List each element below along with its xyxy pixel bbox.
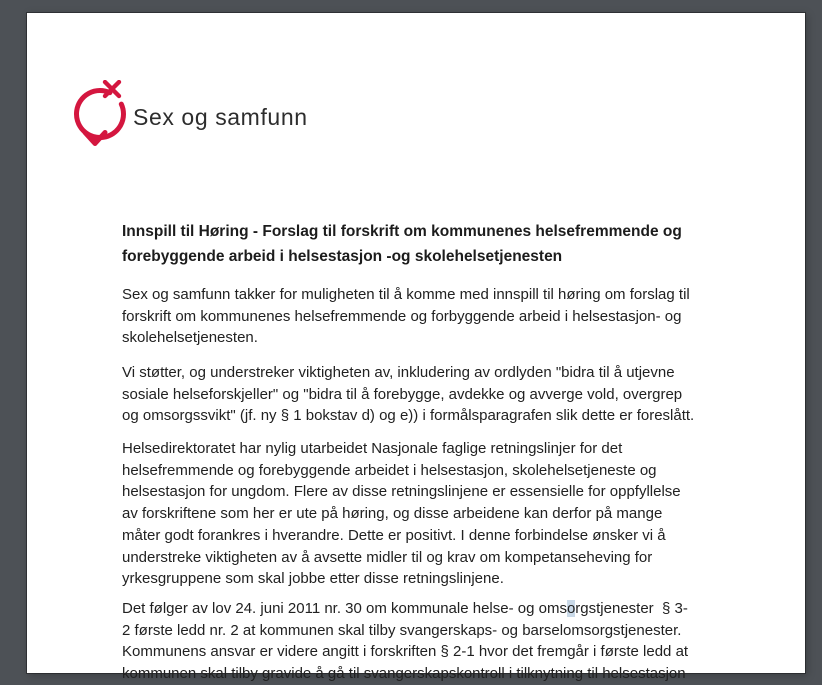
gender-symbol-icon: [72, 80, 130, 150]
text-line: yrkesgruppene som skal jobbe etter disse retningslinjene.: [122, 570, 504, 588]
paragraph-3: [122, 438, 754, 590]
text-line: helsefremmende og forebyggende arbeidet i helsestasjon, skolehelsetjeneste og: [122, 461, 657, 479]
text-line: Vi støtter, og understreker viktigheten av, inkludering av ordlyden "bidra til å utjevne: [122, 364, 675, 381]
text-line: forskrift om kommunenes helsefremmende og forbyggende arbeid i helsestasjon- og: [122, 307, 682, 325]
text-line: kommunen skal tilby gravide å gå til svangerskapskontroll i tilknytning til helsestasjon: [122, 665, 686, 683]
text-segment: rgstjenester § 3-: [575, 600, 688, 617]
selection-highlight: o: [566, 600, 576, 617]
text-line: helsestasjon for ungdom. Flere av disse retningslinjene er essensielle for oppfyllelse: [122, 483, 681, 501]
text-segment: Det følger av lov 24. juni 2011 nr. 30 om kommunale helse- og oms: [122, 600, 567, 617]
document-page[interactable]: [27, 13, 805, 683]
logo: [72, 80, 308, 150]
text-line: understreke viktigheten av å avsette midler til og krav om kompetanseheving for: [122, 548, 653, 566]
paragraph-1: [122, 284, 754, 349]
title-line: Innspill til Høring - Forslag til forskrift om kommunenes helsefremmende og: [122, 223, 682, 240]
text-line: Sex og samfunn takker for muligheten til å komme med innspill til høring om forslag til: [122, 286, 690, 303]
text-line: Kommunens ansvar er videre angitt i forskriften § 2-1 hvor det fremgår i første ledd at: [122, 643, 689, 661]
text-line: 2 første ledd nr. 2 at kommunen skal tilby svangerskaps- og barselomsorgstjenester.: [122, 621, 682, 639]
paragraph-2: [122, 362, 754, 427]
text-line: sosiale helseforskjeller" og "bidra til å forebygge, avdekke og avverge vold, overgrep: [122, 385, 683, 403]
text-line: og omsorgssvikt" (jf. ny § 1 bokstav d) og e)) i formålsparagrafen slik dette er foreslått.: [122, 407, 695, 425]
text-line: av forskriftene som her er ute på høring, og disse arbeidene kan derfor på mange: [122, 505, 663, 523]
logo-text: Sex og samfunn: [133, 103, 308, 130]
document-title: [122, 219, 752, 269]
text-line: [122, 598, 754, 620]
title-line: forebyggende arbeid i helsestasjon -og skolehelsetjenesten: [122, 248, 563, 265]
paragraph-4: [122, 598, 754, 685]
text-line: skolehelsetjenesten.: [122, 329, 258, 347]
text-line: måter godt forankres i hverandre. Dette er positivt. I denne forbindelse ønsker vi å: [122, 526, 666, 544]
text-line: Helsedirektoratet har nylig utarbeidet Nasjonale faglige retningslinjer for det: [122, 440, 623, 457]
